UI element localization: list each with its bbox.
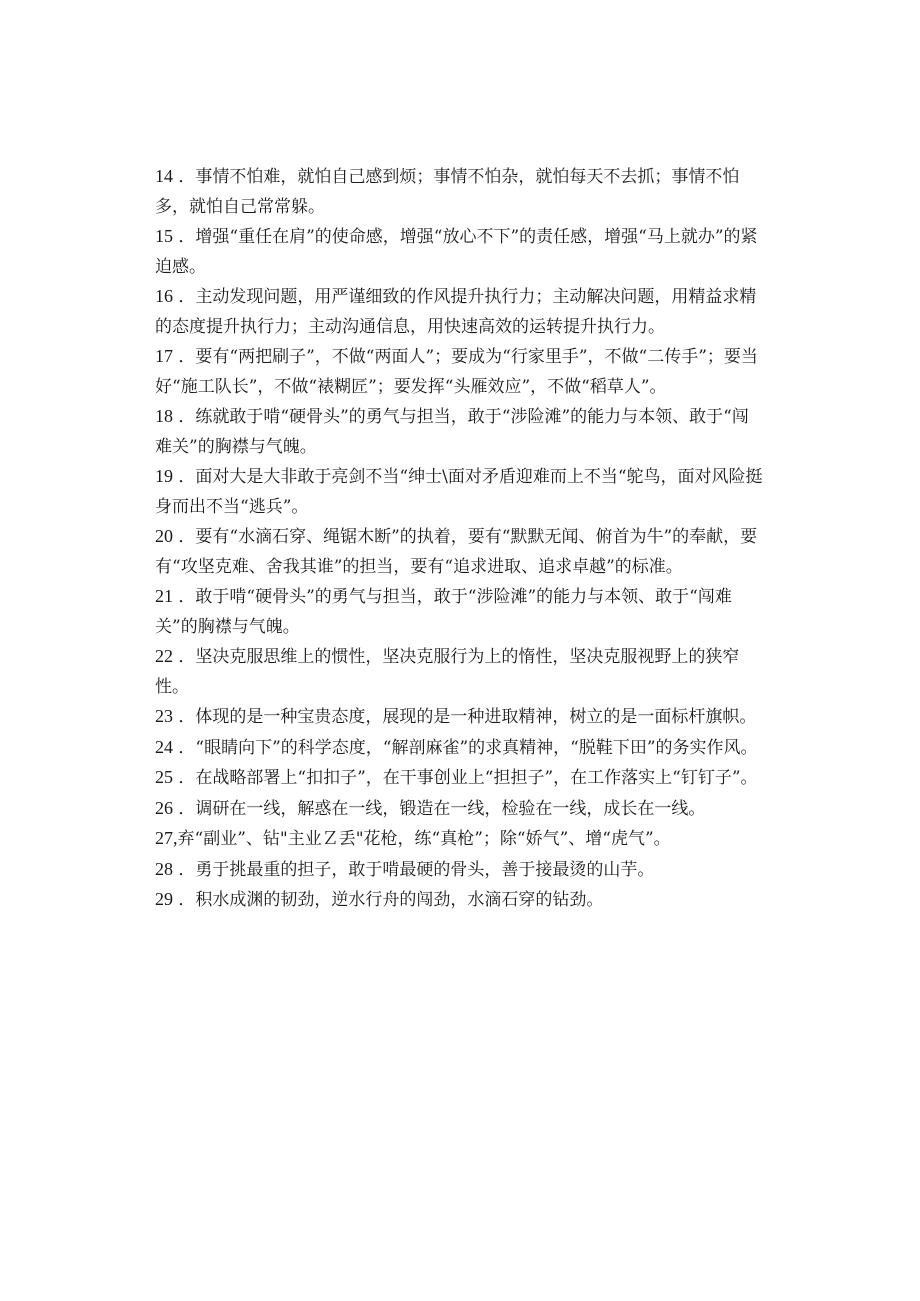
list-item — [155, 885, 765, 916]
item-text: ．练就敢于啃“硬骨头”的勇气与担当，敢于“涉险滩”的能力与本领、敢于“闯难关”的胸襟与气魄。 — [155, 407, 749, 457]
item-number: 28 — [155, 858, 173, 879]
item-number: 23 — [155, 706, 173, 726]
item-text: ．要有“两把刷子”，不做“两面人”；要成为“行家里手”，不做“二传手”；要当好“施工队长”，不做“裱糊匠”；要发挥“头雁效应”，不做“稻草人”。 — [155, 347, 758, 397]
item-text: ．坚决克服思维上的惯性，坚决克服行为上的惰性，坚决克服视野上的狭窄性。 — [155, 647, 740, 697]
document-body — [155, 162, 765, 916]
list-item — [155, 642, 765, 702]
list-item — [155, 342, 765, 402]
item-number: 19 — [155, 466, 173, 486]
list-item — [155, 282, 765, 342]
item-text: ．“眼睛向下”的科学态度，“解剖麻雀”的求真精神，“脱鞋下田”的务实作风。 — [173, 737, 758, 758]
list-item — [155, 733, 765, 764]
item-text: ．调研在一线，解惑在一线，锻造在一线，检验在一线，成长在一线。 — [173, 798, 706, 819]
item-number: 22 — [155, 646, 173, 666]
item-text: ．事情不怕难，就怕自己感到烦；事情不怕杂，就怕每天不去抓；事情不怕多，就怕自己常常躲。 — [155, 167, 740, 217]
item-text: 弃“副业”、钻"主业Ｚ丢"花枪，练“真枪”；除“娇气”、增“虎气”。 — [177, 829, 671, 849]
item-number: 15 — [155, 226, 173, 246]
item-text: ．面对大是大非敢于亮剑不当“绅士\面对矛盾迎难而上不当“鸵鸟，面对风险挺身而出不当“逃兵”。 — [155, 467, 763, 517]
item-text: ．在战略部署上“扣扣子”，在干事创业上“担担子”，在工作落实上“钉钉子”。 — [173, 768, 758, 788]
list-item — [155, 855, 765, 886]
list-item — [155, 402, 765, 462]
list-item — [155, 222, 765, 282]
list-item — [155, 582, 765, 642]
item-number: 18 — [155, 406, 173, 426]
item-number: 20 — [155, 526, 173, 546]
item-text: ．勇于挑最重的担子，敢于啃最硬的骨头，善于接最烫的山芋。 — [173, 859, 655, 880]
item-text: ．敢于啃“硬骨头”的勇气与担当，敢于“涉险滩”的能力与本领、敢于“闯难关”的胸襟与气魄。 — [155, 587, 732, 637]
item-text: ．主动发现问题，用严谨细致的作风提升执行力；主动解决问题，用精益求精的态度提升执行力；主动沟通信息，用快速高效的运转提升执行力。 — [155, 287, 757, 337]
item-text: ．体现的是一种宝贵态度，展现的是一种进取精神，树立的是一面标杆旗帜。 — [173, 707, 757, 727]
item-number: 29 — [155, 889, 173, 909]
list-item — [155, 462, 765, 522]
item-text: ．要有“水滴石穿、绳锯木断”的执着，要有“默默无闻、俯首为牛”的奉献，要有“攻坚克难、舍我其谁”的担当，要有“追求进取、追求卓越”的标准。 — [155, 527, 758, 577]
item-text: ．积水成渊的韧劲，逆水行舟的闯劲，水滴石穿的钻劲。 — [173, 890, 604, 910]
list-item — [155, 824, 765, 855]
item-number: 21 — [155, 586, 173, 606]
list-item — [155, 702, 765, 733]
item-number: 14 — [155, 166, 173, 186]
item-text: ．增强“重任在肩”的使命感，增强“放心不下”的责任感，增强“马上就办”的紧迫感。 — [155, 227, 758, 277]
list-item — [155, 763, 765, 794]
item-number: 25 — [155, 767, 173, 787]
item-number: 17 — [155, 346, 173, 366]
item-number: 26 — [155, 797, 173, 818]
list-item — [155, 794, 765, 825]
item-number: 16 — [155, 286, 173, 306]
item-number: 27, — [155, 828, 178, 848]
list-item — [155, 522, 765, 582]
list-item — [155, 162, 765, 222]
item-number: 24 — [155, 736, 173, 757]
